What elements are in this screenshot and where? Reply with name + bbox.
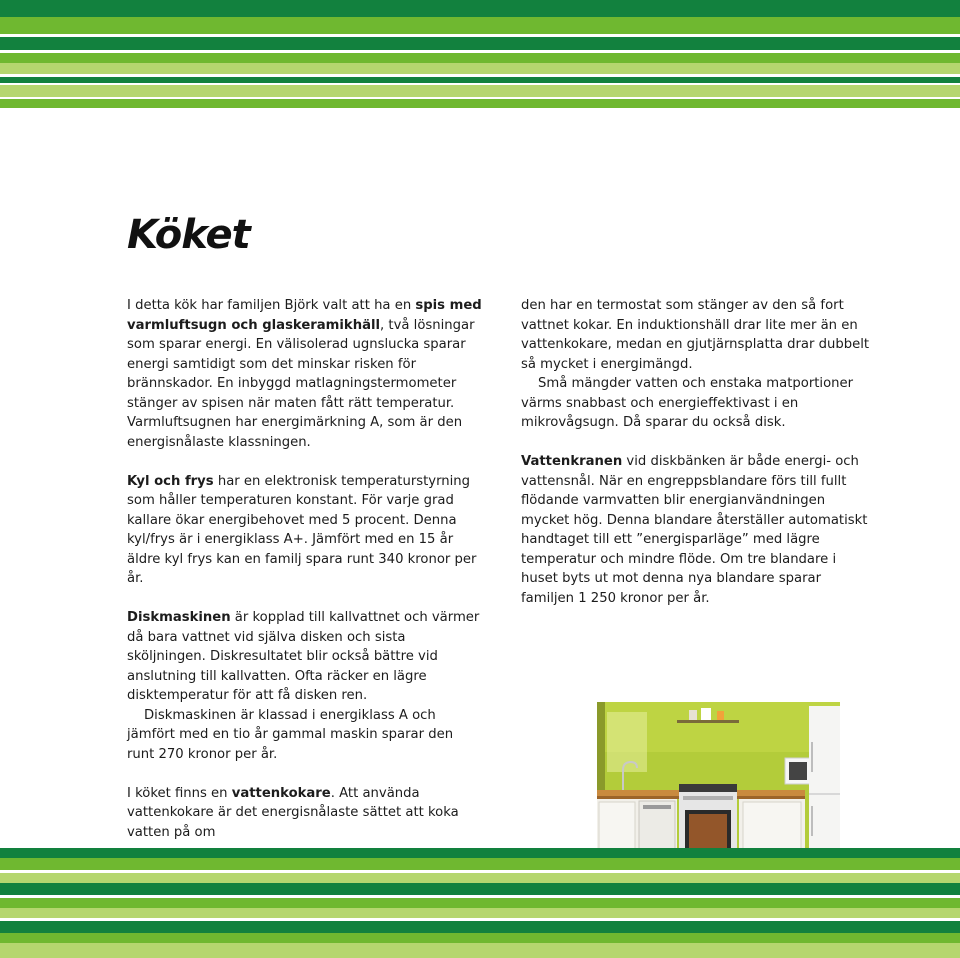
bold-term: Diskmaskinen (127, 610, 231, 625)
bottom-stripe-band (0, 848, 960, 958)
bold-term: vattenkokare (231, 785, 331, 801)
paragraph-spis: I detta kök har familjen Björk valt att ha en spis med varmluftsugn och glaskeramikhäll, två lösningar som sparar energi. En välisolerad ugnslucka sparar energi samtidigt som det minskar risken för brännskador. En inbyggd matlagningstermometer stänger av spisen när maten fått rätt temperatur. Varmluftsugnen har energimärkning A, som är den energisnålaste klassningen. (127, 298, 482, 450)
paragraph-vattenkran: Vattenkranen vid diskbänken är både energi- och vattensnål. När en engreppsblandare förs till fullt flödande varmvatten blir energianvändningen mycket hög. Denna blandare återställer automatiskt handtaget till ett ”energisparläge” med lägre temperatur och mindre flöde. Om tre blandare i huset byts ut mot denna nya blandare sparar familjen 1 250 kronor per år. (521, 454, 868, 606)
paragraph-mikrovagsugn: Små mängder vatten och enstaka matportioner värms snabbast och energieffektivast i en mikrovågsugn. Då sparar du också disk. (521, 376, 854, 430)
left-text-column (127, 296, 483, 862)
bold-term: spis med varmluftsugn och glaskeramikhäll (127, 298, 482, 333)
bold-term: Kyl och frys (127, 473, 214, 489)
paragraph-diskmaskin-energiklass: Diskmaskinen är klassad i energiklass A och jämfört med en tio år gammal maskin sparar den runt 270 kronor per år. (127, 707, 454, 762)
page-title: Köket (127, 212, 250, 258)
paragraph-vattenkokare: I köket finns en vattenkokare. Att använda vattenkokare är det energisnålaste sättet att koka vatten på om (127, 785, 459, 840)
paragraph-kyl-frys: Kyl och frys har en elektronisk temperaturstyrning som håller temperaturen konstant. För varje grad kallare ökar energibehovet med 5 procent. Denna kyl/frys är i energiklass A+. Jämfört med en 15 år äldre kyl frys kan en familj spara runt 340 kronor per år. (127, 473, 477, 586)
paragraph-diskmaskin: Diskmaskinen är kopplad till kallvattnet och värmer då bara vattnet vid själva disken och sista sköljningen. Diskresultatet blir också bättre vid anslutning till kallvatten. Ofta räcker en lägre disktemperatur för att få disken ren. (127, 610, 480, 703)
top-stripe-band (0, 0, 960, 108)
paragraph-vattenkokare-cont: den har en termostat som stänger av den så fort vattnet kokar. En induktionshäll drar lite mer än en vattenkokare, medan en gjutjärnsplatta drar dubbelt så mycket i energimängd. (521, 298, 870, 372)
right-text-column (521, 296, 877, 628)
bold-term: Vattenkranen (521, 454, 623, 469)
